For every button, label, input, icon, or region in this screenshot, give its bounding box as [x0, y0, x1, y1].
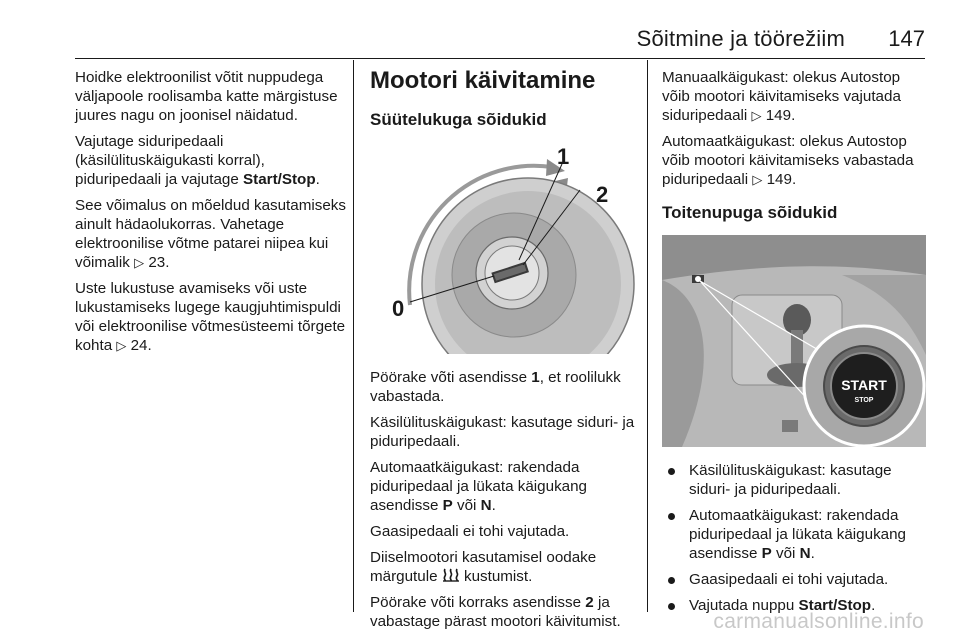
page-ref-arrow-icon: ▷	[751, 108, 762, 123]
col2-paragraph-4: Gaasipedaali ei tohi vajutada.	[370, 523, 570, 540]
b2-b: P	[761, 545, 772, 562]
page-title: Sõitmine ja töörežiim	[636, 26, 845, 51]
col1-p4-text: Uste lukustuse avamiseks või uste lukustamiseks lugege kaugjuhtimispuldi või elektroonilise võtmesüsteemi tõrgete kohta	[75, 280, 346, 354]
col2-p6-c: ja vabastage pärast mootori käivitumist.	[370, 594, 621, 630]
col2-p3-e: .	[491, 497, 496, 514]
section-title: Mootori käivitamine	[370, 67, 596, 94]
b2-e: .	[810, 545, 815, 562]
col2-p5-a: Diiselmootori kasutamisel oodake märgutule	[370, 549, 597, 585]
col2-paragraph-3	[370, 458, 636, 515]
col2-p1-c: , et roolilukk vabastada.	[370, 369, 621, 405]
column-3	[662, 68, 932, 622]
position-label-2: 2	[596, 182, 609, 207]
page-ref-arrow-icon: ▷	[116, 338, 127, 353]
col2-p3-d: N	[480, 497, 492, 514]
list-item	[662, 506, 932, 563]
subsection-title-ignition-switch: Süütelukuga sõidukid	[370, 110, 547, 129]
page-header	[75, 26, 925, 54]
col3-paragraph-1	[662, 68, 932, 125]
page-ref-link[interactable]: 24	[130, 337, 148, 354]
col1-p2-end: .	[315, 171, 320, 188]
b2-c: või	[771, 545, 800, 562]
col2-p3-a: Automaatkäigukast: rakendada piduripedaal ja lükata käigukang asendisse	[370, 459, 588, 514]
b2-d: N	[799, 545, 811, 562]
subsection-title-power-button: Toitenupuga sõidukid	[662, 203, 838, 222]
ignition-switch-figure	[370, 142, 636, 354]
power-button-steps	[662, 461, 932, 615]
col3-p1-text: Manuaalkäigukast: olekus Autostop võib mootori käivitamiseks vajutada siduripedaali	[662, 69, 901, 124]
page-ref-link[interactable]: 23	[148, 254, 166, 271]
page-ref-arrow-icon: ▷	[752, 172, 763, 187]
col3-paragraph-2	[662, 132, 932, 189]
col3-p2-end: .	[791, 171, 797, 188]
page-number: 147	[888, 26, 925, 51]
b4-b: Start/Stop	[798, 597, 872, 614]
page-ref-link[interactable]: 149	[765, 107, 792, 124]
col2-paragraph-1	[370, 368, 636, 406]
console-switch	[782, 420, 798, 432]
glow-plug-icon	[442, 568, 460, 582]
col1-p3-end: .	[165, 254, 170, 271]
col3-p1-end: .	[791, 107, 796, 124]
watermark: carmanualsonline.info	[713, 610, 924, 633]
column-1	[75, 68, 347, 362]
column-divider-2	[647, 60, 648, 612]
col1-paragraph-1: Hoidke elektroonilist võtit nuppudega väljapoole roolisamba katte märgistuse juures nagu on joonisel näidatud.	[75, 69, 338, 124]
page-ref-link[interactable]: 149	[766, 171, 792, 188]
list-item: Käsilülituskäigukast: kasutage siduri- ja piduripedaali.	[662, 461, 932, 499]
page-ref-arrow-icon: ▷	[134, 255, 145, 270]
col2-p3-b: P	[442, 497, 453, 514]
col2-paragraph-6	[370, 593, 636, 631]
b4-a: Vajutada nuppu	[689, 597, 799, 614]
col3-p2-text: Automaatkäigukast: olekus Autostop võib mootori käivitamiseks vabastada piduripedaali	[662, 133, 914, 188]
col2-p3-c: või	[452, 497, 481, 514]
col1-paragraph-4	[75, 279, 347, 355]
col2-p5-b: kustumist.	[459, 568, 533, 585]
col1-paragraph-3	[75, 196, 347, 272]
header-rule	[75, 58, 925, 59]
list-item: Gaasipedaali ei tohi vajutada.	[662, 570, 932, 589]
start-stop-term: Start/Stop	[243, 171, 316, 188]
stop-label: STOP	[854, 397, 874, 404]
column-divider-1	[353, 60, 354, 612]
position-label-0: 0	[392, 296, 405, 321]
col2-paragraph-5	[370, 548, 636, 586]
col1-p4-end: .	[147, 337, 152, 354]
col1-paragraph-2	[75, 132, 347, 189]
col2-p6-a: Pöörake võti korraks asendisse	[370, 594, 586, 611]
col2-paragraph-2: Käsilülituskäigukast: kasutage siduri- ja piduripedaali.	[370, 414, 635, 450]
b2-a: Automaatkäigukast: rakendada piduripedaal ja lükata käigukang asendisse	[689, 507, 907, 562]
power-button-figure	[662, 235, 926, 447]
col1-p2-text: Vajutage siduripedaali (käsilülituskäigukasti korral), piduripedaali ja vajutage	[75, 133, 265, 188]
col2-p6-b: 2	[585, 594, 594, 611]
start-label: START	[841, 377, 887, 393]
col2-p1-b: 1	[531, 369, 540, 386]
position-label-1: 1	[557, 144, 570, 169]
col1-p3-text: See võimalus on mõeldud kasutamiseks ainult hädaolukorras. Vahetage elektroonilise võtme patarei niipea kui võimalik	[75, 197, 346, 271]
b4-c: .	[871, 597, 876, 614]
column-2	[370, 68, 636, 638]
col2-p1-a: Pöörake võti asendisse	[370, 369, 532, 386]
